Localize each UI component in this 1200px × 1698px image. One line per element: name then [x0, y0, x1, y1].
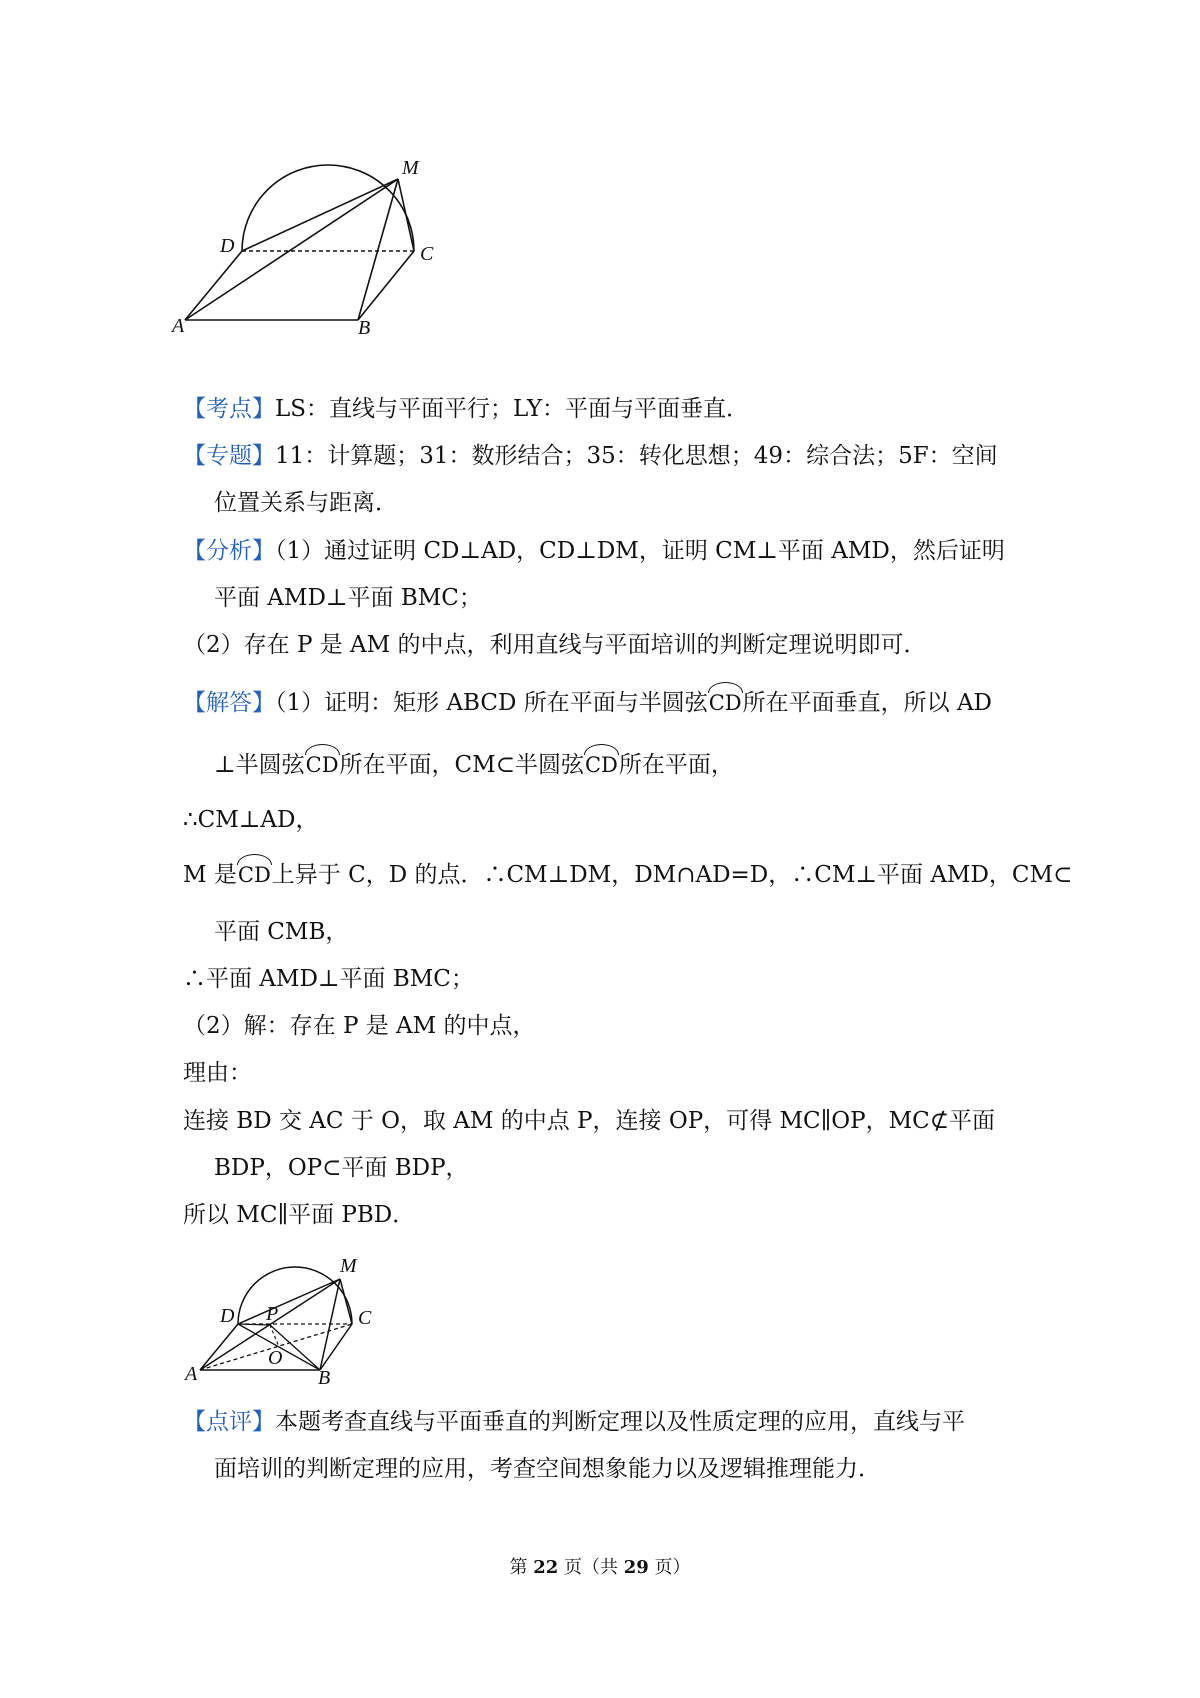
- edge-AM: [185, 179, 398, 320]
- fenxi-line-2: 平面 AMD⊥平面 BMC；: [214, 585, 482, 611]
- arc-cd-symbol: CD: [708, 686, 743, 720]
- dianping-text-1: 本题考查直线与平面垂直的判断定理以及性质定理的应用，直线与平: [275, 1409, 965, 1435]
- jieda-line-8: 理由：: [183, 1060, 252, 1086]
- kaodian-tag: 【考点】: [183, 396, 275, 422]
- fenxi-line-1: [183, 534, 1043, 568]
- zhuanti-text-1: 11：计算题；31：数形结合；35：转化思想；49：综合法；5F：空间: [275, 443, 998, 469]
- jieda-line-6: ∴平面 AMD⊥平面 BMC；: [183, 966, 474, 992]
- jieda-line-2: [214, 748, 1074, 782]
- figure-1-svg: [172, 150, 480, 340]
- jieda-text-1b: 所在平面垂直，所以 AD: [742, 690, 993, 716]
- kaodian-line: [183, 392, 1043, 426]
- jieda-tag: 【解答】: [183, 690, 275, 716]
- edge-CM: [398, 179, 414, 251]
- figure-2-svg: [180, 1252, 400, 1389]
- jieda-line-1: [183, 686, 1043, 720]
- footer-total-pages: 29: [623, 1557, 649, 1578]
- label-C: C: [358, 1307, 372, 1329]
- zhuanti-line-2: 位置关系与距离．: [214, 490, 398, 516]
- arc-cd-symbol: CD: [237, 858, 272, 892]
- jieda-text-4a: M 是: [183, 862, 237, 888]
- dianping-line-1: [183, 1405, 1043, 1439]
- label-D: D: [220, 1305, 235, 1327]
- edge-AD: [200, 1324, 238, 1370]
- jieda-text-4b: 上异于 C，D 的点．∴CM⊥DM，DM∩AD=D，∴CM⊥平面 AMD，CM⊂: [271, 862, 1073, 888]
- label-B: B: [358, 317, 371, 339]
- semicircle-arc: [242, 165, 414, 251]
- label-O: O: [268, 1347, 283, 1369]
- jieda-line-4: [183, 858, 1073, 892]
- semicircle-arc: [238, 1267, 352, 1324]
- jieda-line-11: 所以 MC∥平面 PBD．: [183, 1202, 416, 1228]
- label-C: C: [420, 243, 434, 265]
- fenxi-text-1: （1）通过证明 CD⊥AD，CD⊥DM，证明 CM⊥平面 AMD，然后证明: [275, 538, 1005, 564]
- label-B: B: [318, 1367, 331, 1389]
- figure-2: [180, 1252, 400, 1389]
- jieda-line-7: （2）解：存在 P 是 AM 的中点，: [183, 1013, 536, 1039]
- jieda-line-3: ∴CM⊥AD，: [183, 807, 319, 833]
- jieda-line-5: 平面 CMB，: [214, 919, 349, 945]
- jieda-line-10: BDP，OP⊂平面 BDP，: [214, 1155, 469, 1181]
- kaodian-text: LS：直线与平面平行；LY：平面与平面垂直．: [275, 396, 750, 422]
- jieda-text-1a: （1）证明：矩形 ABCD 所在平面与半圆弦: [275, 690, 708, 716]
- arc-cd-symbol: CD: [584, 748, 619, 782]
- zhuanti-line-1: [183, 439, 1043, 473]
- zhuanti-tag: 【专题】: [183, 443, 275, 469]
- page-footer: [0, 1553, 1200, 1579]
- jieda-text-2a: ⊥半圆弦: [214, 752, 305, 778]
- edge-BC: [358, 251, 414, 320]
- fenxi-line-3: （2）存在 P 是 AM 的中点，利用直线与平面培训的判断定理说明即可．: [183, 632, 927, 658]
- footer-mid: 页（共: [558, 1557, 624, 1578]
- edge-AD: [185, 251, 242, 320]
- label-P: P: [266, 1303, 279, 1325]
- label-M: M: [402, 157, 419, 179]
- jieda-text-2b: 所在平面，CM⊂半圆弦: [339, 752, 584, 778]
- figure-1: [172, 150, 480, 340]
- label-M: M: [340, 1255, 357, 1277]
- footer-page-number: 22: [533, 1557, 559, 1578]
- dianping-tag: 【点评】: [183, 1409, 275, 1435]
- arc-cd-symbol: CD: [305, 748, 340, 782]
- edge-BM: [358, 179, 398, 320]
- edge-CM: [340, 1279, 352, 1324]
- dianping-line-2: 面培训的判断定理的应用，考查空间想象能力以及逻辑推理能力．: [214, 1456, 881, 1482]
- edge-DM: [242, 179, 398, 251]
- footer-pre: 第: [509, 1557, 534, 1578]
- footer-post: 页）: [648, 1557, 691, 1578]
- jieda-line-9: 连接 BD 交 AC 于 O，取 AM 的中点 P，连接 OP，可得 MC∥OP，MC⊄平面: [183, 1108, 996, 1134]
- jieda-text-2c: 所在平面，: [618, 752, 734, 778]
- label-A: A: [172, 315, 185, 337]
- fenxi-tag: 【分析】: [183, 538, 275, 564]
- label-A: A: [185, 1363, 198, 1385]
- label-D: D: [220, 235, 235, 257]
